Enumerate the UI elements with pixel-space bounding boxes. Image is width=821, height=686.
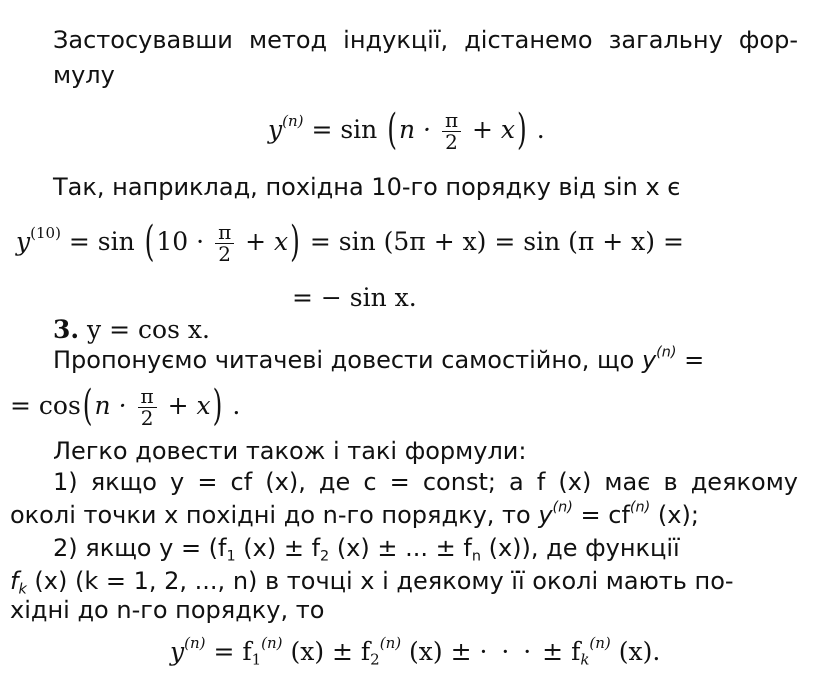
paragraph-line: Пропонуємо читачеві довести самостійно, що $y^{(n)}$ = (53, 344, 705, 374)
formula-10th-derivative: $y^{(10)} = \sin (10$ · $\frac{\pi}{2}$ + x) = sin (5π + x) = sin (π + x) = (16, 216, 684, 266)
paragraph-line: Легко довести також і такі формули: (53, 437, 527, 465)
formula-general-sin: $y^{(n)} = \sin (n$ · $\frac{\pi}{2}$ + x) . (268, 104, 545, 154)
list-item-2-cont: $f_k$ (x) (k = 1, 2, ..., n) в точці x і деякому її околі мають по- (10, 567, 734, 598)
formula-continuation: = − sin x. (292, 283, 417, 312)
formula-cos: = cos(n · $\frac{\pi}{2}$ + x) . (10, 380, 241, 430)
list-item-2-cont: хідні до n-го порядку, то (10, 596, 325, 624)
list-item-1-cont: околі точки x похідні до n-го порядку, то $y^{(n)} = cf^{(n)}$ (x); (10, 499, 699, 529)
list-item-2: 2) якщо $y = (f_1$ $(x) \pm f_2$ (x) ± ... ± $f_n$ (x)), де функції (53, 534, 680, 565)
paragraph-line: Так, наприклад, похідна 10-го порядку від sin x є (53, 173, 681, 201)
paragraph-line: мулу (53, 61, 115, 89)
list-item-1: 1) якщо y = cf (x), де c = const; а f (x) має в деякому (53, 468, 798, 496)
item-3: 3. y = cos x. (53, 315, 210, 344)
formula-sum-derivative: $y^{(n)} = f_1^{(n)}$ $(x) \pm f_2^{(n)}$ (x) ± · · · ± $f_k^{(n)}$ (x). (170, 634, 661, 669)
paragraph-line: Застосувавши метод індукції, дістанемо загальну фор- (53, 26, 798, 54)
